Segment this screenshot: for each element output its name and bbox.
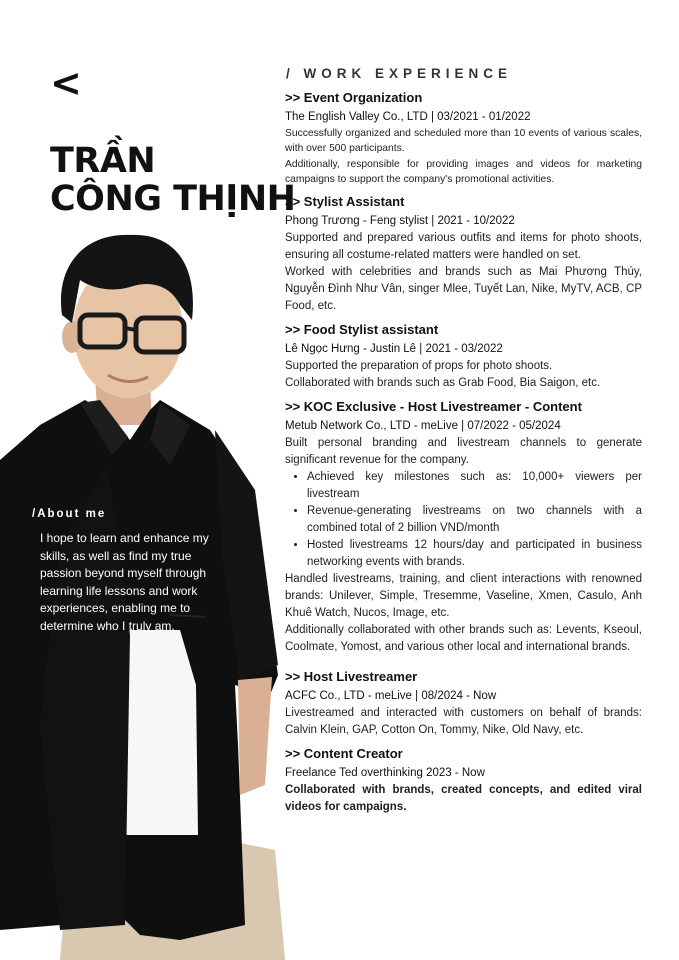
- job-title: >> Food Stylist assistant: [285, 322, 439, 338]
- job-description: Supported and prepared various outfits and items for photo shoots, ensuring all costume-related matters were handled on set.: [285, 232, 642, 262]
- work-experience-list: [285, 89, 642, 822]
- job-title: >> Host Livestreamer: [285, 669, 418, 685]
- job-description: Livestreamed and interacted with customers on behalf of brands: Calvin Klein, GAP, Cotton On, Tommy, Nike, Old Navy, etc.: [285, 707, 642, 737]
- job-description: Additionally, responsible for providing images and videos for marketing campaigns to support the company's promotional activities.: [285, 158, 642, 185]
- job-entry: [285, 745, 642, 816]
- back-chevron-icon[interactable]: <: [50, 61, 82, 105]
- job-meta: Lê Ngọc Hưng - Justin Lê | 2021 - 03/2022: [285, 343, 503, 356]
- job-description: Collaborated with brands, created concepts, and edited viral videos for campaigns.: [285, 784, 642, 814]
- about-text: I hope to learn and enhance my skills, as well as find my true passion beyond myself through learning life lessons and work experiences, enabling me to determine who I truly am.: [40, 531, 209, 633]
- job-title: >> KOC Exclusive - Host Livestreamer - Content: [285, 399, 582, 415]
- list-item: • Achieved key milestones such as: 10,000+ viewers per livestream: [307, 469, 642, 503]
- list-item: • Revenue-generating livestreams on two channels with a combined total of 2 billion VND/month: [307, 503, 642, 537]
- job-description: Supported the preparation of props for photo shoots.: [285, 360, 553, 373]
- list-item: • Hosted livestreams 12 hours/day and participated in business networking events with brands.: [307, 537, 642, 571]
- job-description: Worked with celebrities and brands such as Mai Phương Thúy, Nguyễn Đình Như Vân, singer Mlee, Tuyết Lan, Nike, MyTV, ACB, CP Food, etc.: [285, 266, 642, 313]
- achievement-list: [285, 469, 642, 571]
- job-meta: Phong Trương - Feng stylist | 2021 - 10/2022: [285, 215, 515, 228]
- job-entry: [285, 89, 642, 187]
- job-title: >> Stylist Assistant: [285, 194, 405, 210]
- job-meta: ACFC Co., LTD - meLive | 08/2024 - Now: [285, 690, 497, 703]
- job-description: Collaborated with brands such as Grab Food, Bia Saigon, etc.: [285, 377, 601, 390]
- about-heading: /About me: [32, 508, 107, 520]
- job-meta: The English Valley Co., LTD | 03/2021 - 01/2022: [285, 111, 531, 123]
- person-name: [50, 142, 295, 218]
- job-title: >> Event Organization: [285, 90, 423, 105]
- name-line-2: CÔNG THỊNH: [50, 179, 296, 219]
- job-description: Handled livestreams, training, and client interactions with renowned brands: Unilever, Simple, Tresemme, Vaseline, Xmen, Casulo, Anh Khuê Watch, Nucos, Image, etc.: [285, 573, 642, 620]
- job-description: Built personal branding and livestream channels to generate significant revenue for the company.: [285, 437, 642, 467]
- job-entry: [285, 321, 642, 392]
- job-entry: [285, 398, 642, 656]
- job-description: Additionally collaborated with other brands such as: Levents, Kseoul, Coolmate, Yomost, and various other local and international brands.: [285, 624, 642, 654]
- job-entry: [285, 193, 642, 315]
- job-title: >> Content Creator: [285, 746, 403, 762]
- job-description: Successfully organized and scheduled more than 10 events of various scales, with over 500 participants.: [285, 128, 642, 155]
- job-meta: Metub Network Co., LTD - meLive | 07/2022 - 05/2024: [285, 420, 561, 433]
- name-line-1: TRẦN: [50, 141, 156, 181]
- job-entry: [285, 668, 642, 739]
- job-meta: Freelance Ted overthinking 2023 - Now: [285, 767, 485, 780]
- section-title-work-experience: / WORK EXPERIENCE: [286, 66, 513, 81]
